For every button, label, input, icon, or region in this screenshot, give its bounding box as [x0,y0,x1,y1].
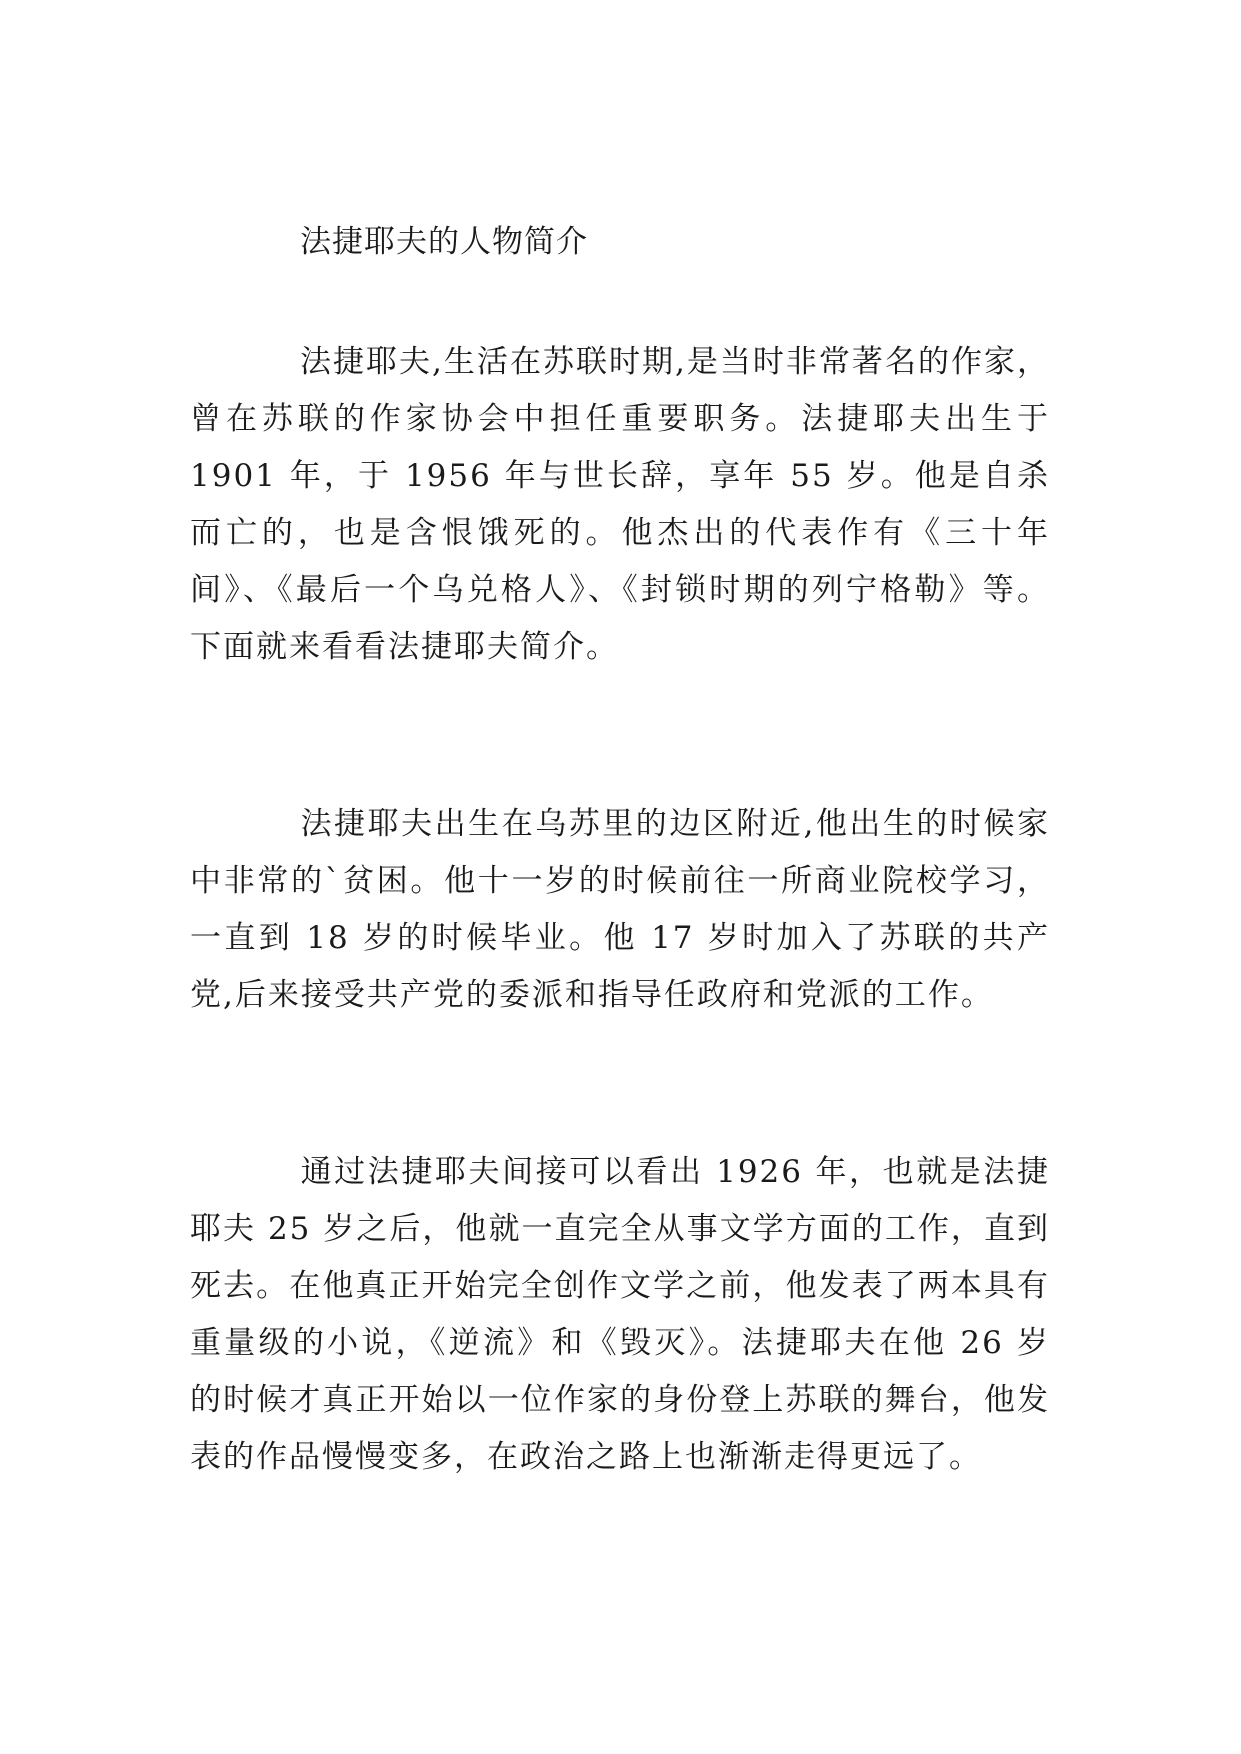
paragraph-3 [190,1144,1050,1486]
document-title: 法捷耶夫的人物简介 [300,224,588,260]
paragraph-2 [190,796,1050,1024]
paragraph-1 [190,334,1050,676]
paragraph-1-text: 法捷耶夫,生活在苏联时期,是当时非常著名的作家，曾在苏联的作家协会中担任重要职务。法捷耶夫出生于 1901 年，于 1956 年与世长辞，享年 55 岁。他是自杀而亡的，也是含恨饿死的。他杰出的代表作有《三十年间》、《最后一个乌兑格人》、《封锁时期的列宁格勒》等。下面就来看看法捷耶夫简介。 [190,344,1050,665]
paragraph-3-text: 通过法捷耶夫间接可以看出 1926 年，也就是法捷耶夫 25 岁之后，他就一直完全从事文学方面的工作，直到死去。在他真正开始完全创作文学之前，他发表了两本具有重量级的小说，《逆流》和《毁灭》。法捷耶夫在他 26 岁的时候才真正开始以一位作家的身份登上苏联的舞台，他发表的作品慢慢变多，在政治之路上也渐渐走得更远了。 [190,1154,1050,1475]
paragraph-2-text: 法捷耶夫出生在乌苏里的边区附近,他出生的时候家中非常的`贫困。他十一岁的时候前往一所商业院校学习，一直到 18 岁的时候毕业。他 17 岁时加入了苏联的共产党,后来接受共产党的委派和指导任政府和党派的工作。 [190,806,1050,1013]
